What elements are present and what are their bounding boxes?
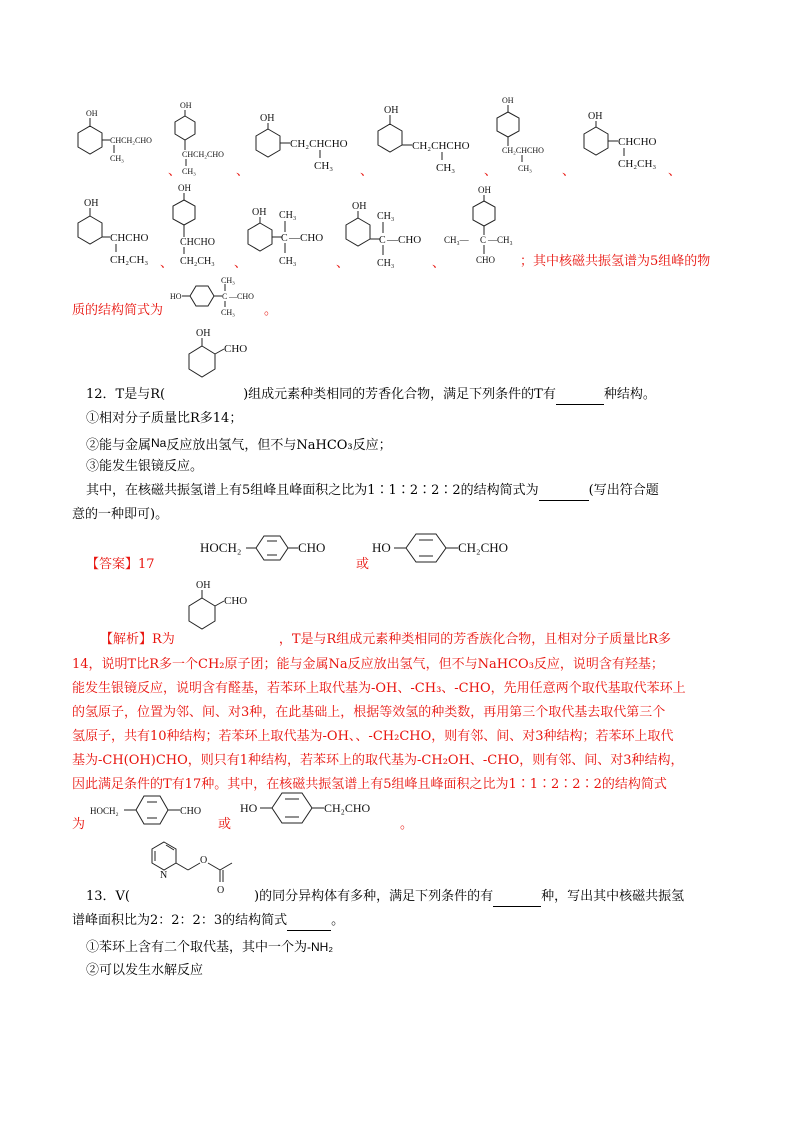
analysis-line1: 【解析】R为 ，T是与R组成元素种类相同的芳香族化合物，且相对分子质量比R多 xyxy=(100,632,672,647)
analysis-line8-prefix: 为 xyxy=(72,817,86,832)
structure-2 xyxy=(172,100,242,180)
svg-text:CH₃: CH₃ xyxy=(279,210,297,221)
svg-text:OH: OH xyxy=(180,101,192,110)
answer-structure-2 xyxy=(372,528,552,568)
svg-text:CH₃: CH₃ xyxy=(436,162,456,174)
svg-text:CH₃: CH₃ xyxy=(182,167,196,176)
svg-text:HO: HO xyxy=(372,540,391,555)
svg-text:CH₃—: CH₃— xyxy=(444,235,469,245)
analysis-line8-or: 或 xyxy=(218,817,232,832)
separator: 、 xyxy=(236,164,250,179)
svg-text:CH₂CHCHO: CH₂CHCHO xyxy=(412,140,470,152)
separator: 、 xyxy=(160,256,174,271)
svg-text:CH₃: CH₃ xyxy=(518,164,532,173)
svg-text:CH₂CH₃: CH₂CH₃ xyxy=(618,158,657,170)
svg-text:CH₂CHO: CH₂CHO xyxy=(324,801,371,815)
svg-text:O: O xyxy=(217,885,225,896)
analysis-structure-2 xyxy=(240,788,410,832)
answer-or: 或 xyxy=(356,557,370,572)
svg-text:—CH₃: —CH₃ xyxy=(488,235,513,245)
q13-line2: 谱峰面积比为2：2：2：3的结构简式 。 xyxy=(72,912,344,931)
svg-text:CH₃: CH₃ xyxy=(377,258,395,269)
analysis-line7: 因此满足条件的T有17种。其中，在核磁共振氢谱上有5组峰且峰面积之比为1∶1∶2∶2∶2的结构简式 xyxy=(72,777,667,792)
structure-4 xyxy=(372,104,492,176)
svg-text:CHO: CHO xyxy=(298,540,326,555)
structure-1 xyxy=(72,108,182,178)
analysis-line3: 能发生银镜反应，说明含有醛基，若苯环上取代基为-OH、-CH₃、-CHO，先用任意两个取代基取代苯环上 xyxy=(72,681,686,696)
svg-text:CHCH₂CHO: CHCH₂CHO xyxy=(182,150,224,159)
svg-text:C: C xyxy=(222,292,228,301)
analysis-line8-end: 。 xyxy=(400,817,414,832)
svg-text:OH: OH xyxy=(384,105,399,116)
svg-text:CH₂CHCHO: CH₂CHCHO xyxy=(502,146,544,155)
svg-text:—CHO: —CHO xyxy=(289,232,324,244)
svg-text:C: C xyxy=(480,235,487,245)
svg-text:HO: HO xyxy=(170,292,182,301)
svg-text:C: C xyxy=(281,233,288,244)
svg-text:OH: OH xyxy=(178,183,191,193)
svg-text:OH: OH xyxy=(260,113,275,124)
svg-text:HOCH₂: HOCH₂ xyxy=(200,540,242,555)
structure-5-peak xyxy=(170,276,270,322)
svg-text:CHO: CHO xyxy=(180,806,202,817)
top-line2-prefix: 质的结构简式为 xyxy=(72,303,164,318)
q13-cond2: ②可以发生水解反应 xyxy=(86,963,204,978)
svg-text:CH₂CH₃: CH₂CH₃ xyxy=(110,254,149,266)
separator: 、 xyxy=(168,164,182,179)
svg-text:OH: OH xyxy=(588,111,603,122)
svg-text:CHO: CHO xyxy=(476,255,496,265)
q13-stem: 13．V( )的同分异构体有多种，满足下列条件的有 种，写出其中核磁共振氢 xyxy=(86,888,684,907)
separator: 、 xyxy=(234,256,248,271)
separator: 、 xyxy=(336,256,350,271)
structure-9 xyxy=(244,206,344,276)
svg-text:CHCH₂CHO: CHCH₂CHO xyxy=(110,136,152,145)
top-tail-text: ；其中核磁共振氢谱为5组峰的物 xyxy=(520,254,711,269)
svg-text:OH: OH xyxy=(502,96,514,105)
structure-10 xyxy=(340,200,440,275)
top-line2-end: 。 xyxy=(264,303,278,318)
separator: 、 xyxy=(562,164,576,179)
svg-text:CHO: CHO xyxy=(224,595,248,607)
structure-7 xyxy=(72,196,172,271)
answer-structure-1 xyxy=(200,528,360,568)
svg-text:OH: OH xyxy=(84,198,99,209)
svg-text:OH: OH xyxy=(352,201,367,212)
svg-text:CH₂CHO: CH₂CHO xyxy=(458,540,509,555)
svg-text:CH₃: CH₃ xyxy=(221,276,235,285)
svg-text:HOCH₂: HOCH₂ xyxy=(90,806,119,816)
svg-text:—CHO: —CHO xyxy=(387,234,422,246)
svg-text:OH: OH xyxy=(86,109,98,118)
svg-text:CH₃: CH₃ xyxy=(279,256,297,267)
svg-text:CHCHO: CHCHO xyxy=(180,237,216,248)
svg-text:CH₃: CH₃ xyxy=(314,160,334,172)
q12-cond1: ①相对分子质量比R多14； xyxy=(86,411,243,426)
svg-text:CHCHO: CHCHO xyxy=(618,136,657,148)
svg-text:CH₂CHCHO: CH₂CHCHO xyxy=(290,138,348,150)
svg-text:OH: OH xyxy=(196,328,211,339)
q12-question-line1: 其中，在核磁共振氢谱上有5组峰且峰面积之比为1∶1∶2∶2∶2的结构简式为 (写出符合题 xyxy=(86,482,659,501)
svg-text:CHCHO: CHCHO xyxy=(110,232,149,244)
svg-text:OH: OH xyxy=(196,580,211,591)
svg-text:CH₂CH₃: CH₂CH₃ xyxy=(180,256,215,267)
separator: 、 xyxy=(668,164,682,179)
svg-text:CH₃: CH₃ xyxy=(377,211,395,222)
svg-text:CHO: CHO xyxy=(224,343,248,355)
q12-question-line2: 意的一种即可)。 xyxy=(72,507,169,522)
analysis-line6: 基为-CH(OH)CHO，则只有1种结构，若苯环上的取代基为-CH₂OH、-CHO，则有邻、间、对3种结构， xyxy=(72,753,684,768)
svg-text:OH: OH xyxy=(478,185,491,195)
analysis-line4: 的氢原子，位置为邻、间、对3种，在此基础上，根据等效氢的种类数，再用第三个取代基去取代第三个 xyxy=(72,705,666,720)
q13-cond1: ①苯环上含有二个取代基，其中一个为-NH₂ xyxy=(86,940,334,955)
svg-text:CH₃: CH₃ xyxy=(221,308,235,317)
svg-text:OH: OH xyxy=(252,207,267,218)
analysis-line2: 14，说明T比R多一个CH₂原子团；能与金属Na反应放出氢气，但不与NaHCO₃反应，说明含有羟基； xyxy=(72,657,664,672)
structure-3 xyxy=(250,112,370,177)
q12-answer: 【答案】17 xyxy=(86,557,155,572)
analysis-structure-1 xyxy=(90,790,220,830)
q12-cond2: ②能与金属Na反应放出氢气，但不与NaHCO₃反应； xyxy=(86,436,392,453)
separator: 、 xyxy=(484,164,498,179)
separator: 、 xyxy=(360,164,374,179)
q12-cond3: ③能发生银镜反应。 xyxy=(86,459,204,474)
svg-text:HO: HO xyxy=(240,801,258,815)
structure-5 xyxy=(492,94,572,179)
structure-11 xyxy=(444,184,524,274)
svg-text:C: C xyxy=(379,235,386,246)
svg-text:O: O xyxy=(200,855,208,866)
separator: 、 xyxy=(432,256,446,271)
analysis-line5: 氢原子，共有10种结构；若苯环上取代基为-OH、、-CH₂CHO，则有邻、间、对3种结构；若苯环上取代 xyxy=(72,729,674,744)
svg-text:CH₃: CH₃ xyxy=(110,154,124,163)
svg-text:N: N xyxy=(160,870,168,881)
svg-text:—CHO: —CHO xyxy=(229,292,254,301)
q12-stem: 12．T是与R( )组成元素种类相同的芳香化合物，满足下列条件的T有 种结构。 xyxy=(86,386,656,405)
